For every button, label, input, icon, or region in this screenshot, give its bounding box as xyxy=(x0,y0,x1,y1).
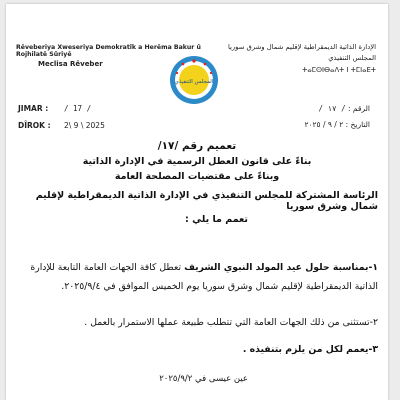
arabic-council-name: المجلس التنفيذي xyxy=(328,54,376,62)
logo-star xyxy=(204,63,207,66)
signature-place-date: عين عيسى في ٢٠٢٥/٩/٢ xyxy=(159,374,248,384)
tifinagh-org-line: ⵜⴰⵎⵙⵏⴱⴰⴷⵜ ⵏ ⵜⵎⵏⴰⴹⵜ xyxy=(302,66,376,74)
kurdish-org-name: Rêveberiya Xweseriya Demokratîk a Herêma Bakur û Rojhilatê Sûriyê xyxy=(16,44,201,58)
paragraph-1-lead: ١-بمناسبة حلول عيد المولد النبوي الشريف xyxy=(184,262,378,273)
arabic-org-name: الإدارة الذاتية الديمقراطية لإقليم شمال وشرق سوريا xyxy=(227,43,376,51)
jimar-label: JIMAR : xyxy=(18,104,49,113)
logo-star xyxy=(192,59,195,62)
arabic-number-value: / ١٧ / xyxy=(318,104,346,113)
paragraph-2: ٢-تستثنى من ذلك الجهات العامة التي تتطلب طبيعة عملها الاستمرار بالعمل . xyxy=(84,317,378,328)
circulate-line: تعمم ما يلي : xyxy=(185,214,248,225)
arabic-date-value: ٢ / ٩ / ٢٠٢٥ xyxy=(304,120,344,129)
jimar-value: / 17 / xyxy=(64,104,92,113)
logo-text: المجلس التنفيذي xyxy=(174,79,214,85)
presidency-line: الرئاسة المشتركة للمجلس التنفيذي في الإدارة الذاتية الديمقراطية لإقليم شمال وشرق سوريا xyxy=(35,190,378,212)
dirok-value: 2\ 9 \ 2025 xyxy=(64,121,105,130)
logo-star xyxy=(182,63,185,66)
kurdish-council-name: Meclisa Rêveber xyxy=(38,60,103,68)
council-logo xyxy=(169,55,219,105)
paragraph-1-rest: تعطل كافة الجهات العامة التابعة للإدارة الذاتية الديمقراطية لإقليم شمال وشرق سوريا يوم الخميس الموافق في ٢٠٢٥/٩/٤. xyxy=(30,262,378,292)
circular-title: تعميم رقم /١٧/ xyxy=(157,140,237,152)
dirok-label: DÎROK : xyxy=(18,121,51,130)
paragraph-3: ٣-يعمم لكل من يلزم بتنفيذه . xyxy=(242,344,378,355)
paragraph-1 xyxy=(12,258,378,296)
document-page xyxy=(6,4,388,400)
logo-star xyxy=(210,72,212,74)
logo-star xyxy=(176,72,178,74)
arabic-date-label: التاريخ : xyxy=(345,120,370,129)
arabic-number-row xyxy=(319,104,370,113)
basis-line-1: بناءً على قانون العطل الرسمية في الإدارة الذاتية xyxy=(82,156,312,167)
basis-line-2: وبناءً على مقتضيات المصلحة العامة xyxy=(114,171,280,182)
arabic-date-row xyxy=(304,120,370,129)
arabic-number-label: الرقم : xyxy=(348,104,370,113)
